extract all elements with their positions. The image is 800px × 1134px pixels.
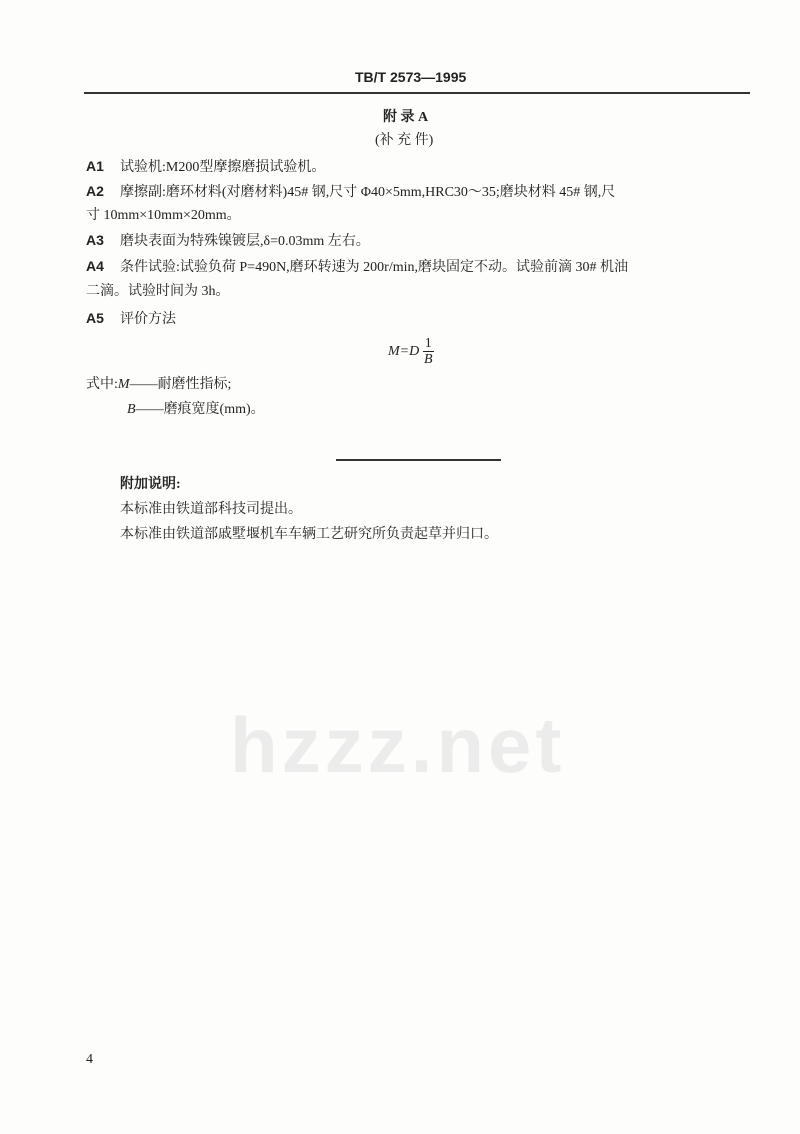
- item-a2-continued: 寸 10mm×10mm×20mm。: [86, 208, 241, 223]
- numerator: 1: [424, 336, 432, 352]
- symbol-b-desc: ——磨痕宽度(mm)。: [135, 402, 265, 417]
- where-b: [127, 401, 265, 419]
- item-a1: [86, 157, 325, 177]
- formula-lhs: M=D: [388, 344, 420, 359]
- formula: [388, 336, 434, 368]
- notes-line: 本标准由铁道部戚墅堰机车车辆工艺研究所负责起草并归口。: [120, 527, 498, 542]
- item-a4-continued: 二滴。试验时间为 3h。: [86, 284, 230, 299]
- header-rule: [84, 92, 750, 94]
- appendix-subtitle: (补 充 件): [375, 133, 434, 148]
- notes-title: 附加说明:: [120, 477, 181, 492]
- formula-fraction: [423, 336, 434, 367]
- item-label: A5: [86, 310, 104, 326]
- appendix-title: 附 录 A: [383, 110, 429, 125]
- item-text: 评价方法: [120, 312, 176, 327]
- page-number: 4: [86, 1052, 93, 1067]
- end-rule: [336, 459, 501, 461]
- where-m: [86, 376, 231, 394]
- item-text: 磨块表面为特殊镍镀层,δ=0.03mm 左右。: [120, 234, 370, 249]
- watermark: hzzz.net: [230, 701, 566, 789]
- denominator: B: [423, 352, 433, 368]
- item-label: A2: [86, 183, 104, 199]
- notes-line: 本标准由铁道部科技司提出。: [120, 502, 302, 517]
- item-text: 条件试验:试验负荷 P=490N,磨环转速为 200r/min,磨块固定不动。试验前滴 30# 机油: [120, 260, 629, 275]
- where-prefix: 式中:: [86, 377, 118, 392]
- item-label: A1: [86, 158, 104, 174]
- item-label: A3: [86, 232, 104, 248]
- item-a4: [86, 257, 628, 277]
- item-text: 摩擦副:磨环材料(对磨材料)45# 钢,尺寸 Φ40×5mm,HRC30～35;磨块材料 45# 钢,尺: [120, 185, 616, 200]
- symbol-m: M: [117, 377, 130, 392]
- item-label: A4: [86, 258, 104, 274]
- item-a2: [86, 182, 615, 202]
- symbol-b: B: [127, 402, 136, 417]
- item-text: 试验机:M200型摩擦磨损试验机。: [120, 160, 326, 175]
- standard-number: TB/T 2573—1995: [355, 69, 467, 85]
- item-a3: [86, 231, 370, 251]
- item-a5: [86, 309, 176, 329]
- symbol-m-desc: ——耐磨性指标;: [129, 377, 232, 392]
